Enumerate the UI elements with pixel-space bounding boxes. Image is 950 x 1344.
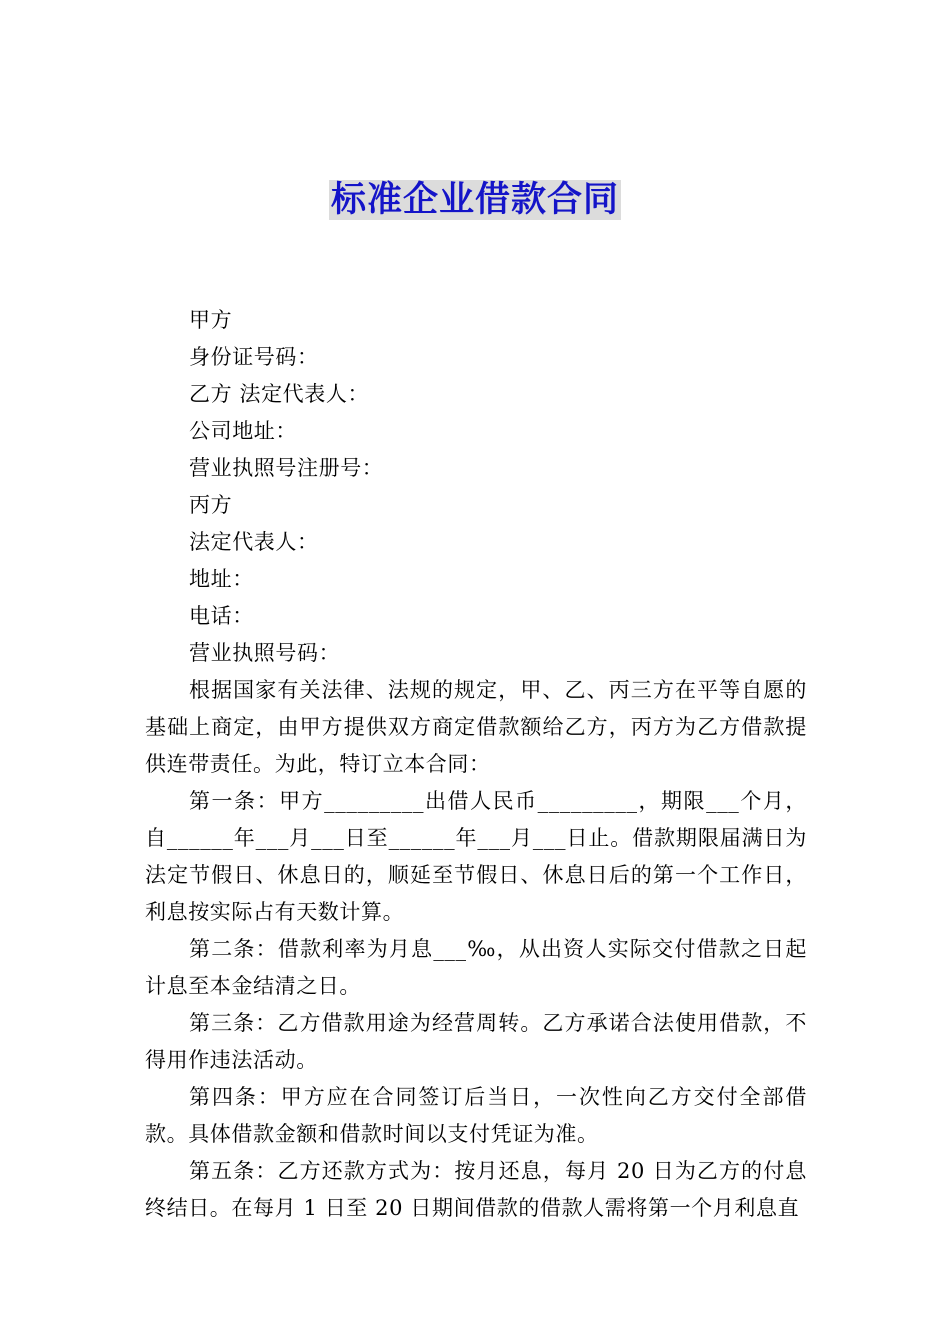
- document-title: [0, 176, 950, 224]
- company-address-line: 公司地址：: [189, 419, 297, 443]
- document-title-text: 标准企业借款合同: [330, 180, 619, 220]
- article-1-paragraph: 第一条：甲方_________出借人民币_________，期限___个月，自______年___月___日至______年___月___日止。借款期限届满日为法定节假日、休息日的，顺延至节假日、休息日后的第一个工作日，利息按实际占有天数计算。: [145, 789, 807, 924]
- article-2-paragraph: 第二条：借款利率为月息___‰，从出资人实际交付借款之日起计息至本金结清之日。: [145, 937, 807, 998]
- id-number-line: 身份证号码：: [189, 345, 319, 369]
- business-license-number-line: 营业执照号码：: [189, 641, 341, 665]
- business-license-registration-line: 营业执照号注册号：: [189, 456, 384, 480]
- party-a-line: 甲方: [189, 308, 233, 332]
- document-body: [145, 302, 807, 1227]
- article-4-paragraph: 第四条：甲方应在合同签订后当日，一次性向乙方交付全部借款。具体借款金额和借款时间以支付凭证为准。: [145, 1085, 807, 1146]
- legal-representative-line: 法定代表人：: [189, 530, 319, 554]
- phone-line: 电话：: [189, 604, 254, 628]
- party-c-line: 丙方: [189, 493, 233, 517]
- preamble-paragraph: 根据国家有关法律、法规的规定，甲、乙、丙三方在平等自愿的基础上商定，由甲方提供双方商定借款额给乙方，丙方为乙方借款提供连带责任。为此，特订立本合同：: [145, 678, 807, 776]
- article-3-paragraph: 第三条：乙方借款用途为经营周转。乙方承诺合法使用借款，不得用作违法活动。: [145, 1011, 807, 1072]
- party-b-representative-line: 乙方 法定代表人：: [189, 382, 370, 406]
- article-5-paragraph: 第五条：乙方还款方式为：按月还息，每月 20 日为乙方的付息终结日。在每月 1 日至 20 日期间借款的借款人需将第一个月利息直: [145, 1159, 807, 1220]
- address-line: 地址：: [189, 567, 254, 591]
